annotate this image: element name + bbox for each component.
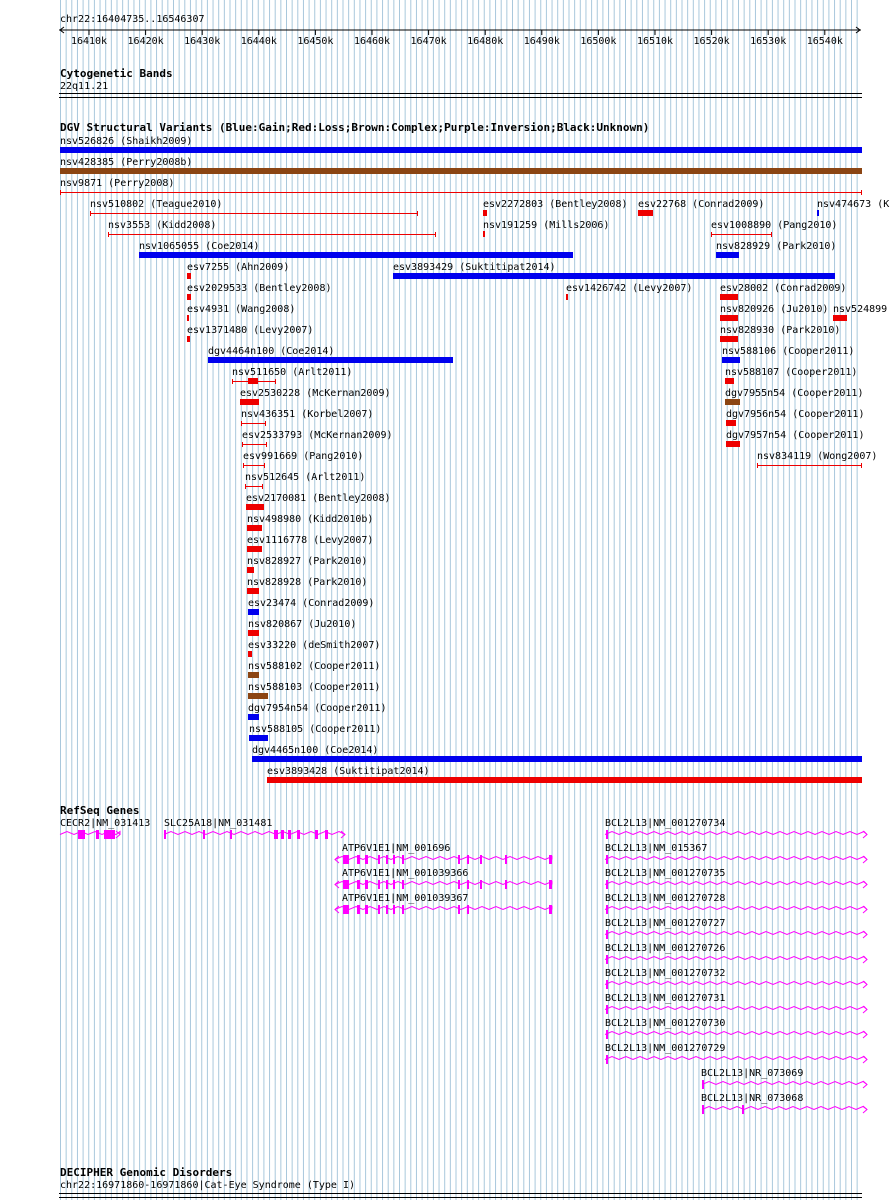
- exon-block: [386, 855, 388, 864]
- refseq-gene-label[interactable]: ATP6V1E1|NM_001039366: [342, 868, 469, 879]
- refseq-gene[interactable]: [701, 1068, 867, 1089]
- dgv-variant-label[interactable]: nsv524899: [833, 304, 888, 315]
- dgv-variant-label[interactable]: esv1426742 (Levy2007): [566, 283, 693, 294]
- dgv-variant-label[interactable]: nsv588103 (Cooper2011): [248, 682, 381, 693]
- decipher-feature[interactable]: [0, 1190, 890, 1200]
- dgv-variant-label[interactable]: nsv436351 (Korbel2007): [241, 409, 374, 420]
- strand-arrow-icon: [863, 1106, 867, 1113]
- dgv-variant-label[interactable]: nsv828927 (Park2010): [247, 556, 368, 567]
- ruler-tick-label: 16420k: [127, 36, 164, 47]
- refseq-gene-label[interactable]: ATP6V1E1|NM_001696: [342, 843, 451, 854]
- exon-block: [549, 855, 552, 864]
- ruler-tick-label: 16500k: [580, 36, 617, 47]
- dgv-variant-label[interactable]: nsv820926 (Ju2010): [720, 304, 829, 315]
- exon-block: [343, 855, 349, 864]
- dgv-variant-label[interactable]: nsv828928 (Park2010): [247, 577, 368, 588]
- dgv-variant-label[interactable]: esv23474 (Conrad2009): [248, 598, 375, 609]
- dgv-variant-label[interactable]: esv2029533 (Bentley2008): [187, 283, 332, 294]
- exon-block: [386, 905, 388, 914]
- ruler-tick-label: 16410k: [70, 36, 108, 47]
- dgv-variant-label[interactable]: dgv7955n54 (Cooper2011): [725, 388, 864, 399]
- exon-block: [505, 880, 507, 889]
- exon-block: [164, 830, 166, 839]
- dgv-variant-label[interactable]: esv1371480 (Levy2007): [187, 325, 314, 336]
- exon-block: [458, 855, 460, 864]
- exon-block: [343, 905, 349, 914]
- exon-block: [378, 905, 380, 914]
- exon-block: [357, 880, 360, 889]
- dgv-variant-label[interactable]: nsv511650 (Arlt2011): [232, 367, 353, 378]
- dgv-variant-label[interactable]: nsv1065055 (Coe2014): [139, 241, 260, 252]
- exon-block: [274, 830, 278, 839]
- dgv-variant-label[interactable]: nsv820867 (Ju2010): [248, 619, 357, 630]
- refseq-gene-label[interactable]: BCL2L13|NM_001270729: [605, 1043, 726, 1054]
- strand-arrow-icon: [863, 1081, 867, 1088]
- dgv-variant-label[interactable]: esv2272803 (Bentley2008): [483, 199, 628, 210]
- refseq-gene-label[interactable]: BCL2L13|NM_001270730: [605, 1018, 726, 1029]
- refseq-gene[interactable]: [605, 868, 867, 889]
- dgv-variant-label[interactable]: esv28002 (Conrad2009): [720, 283, 847, 294]
- dgv-variant-label[interactable]: nsv526826 (Shaikh2009): [60, 136, 193, 147]
- refseq-gene-label[interactable]: SLC25A18|NM_031481: [164, 818, 273, 829]
- dgv-variant-label[interactable]: dgv7954n54 (Cooper2011): [248, 703, 387, 714]
- dgv-variant-label[interactable]: esv2170081 (Bentley2008): [246, 493, 391, 504]
- exon-block: [606, 830, 608, 839]
- refseq-gene-label[interactable]: BCL2L13|NM_001270732: [605, 968, 726, 979]
- exon-block: [549, 905, 552, 914]
- exon-block: [393, 855, 395, 864]
- ruler-tick-label: 16490k: [523, 36, 560, 47]
- exon-block: [343, 880, 349, 889]
- position-label: chr22:16404735..16546307: [60, 14, 205, 25]
- refseq-gene[interactable]: [605, 968, 867, 989]
- exon-block: [606, 980, 608, 989]
- dgv-variant-label[interactable]: esv22768 (Conrad2009): [638, 199, 765, 210]
- dgv-variant-label[interactable]: nsv588102 (Cooper2011): [248, 661, 381, 672]
- dgv-variant-label[interactable]: nsv588106 (Cooper2011): [722, 346, 855, 357]
- exon-block: [742, 1105, 744, 1114]
- exon-block: [402, 855, 404, 864]
- exon-block: [393, 905, 395, 914]
- exon-block: [606, 955, 608, 964]
- dgv-variant-label[interactable]: esv2530228 (McKernan2009): [240, 388, 391, 399]
- ruler-tick-label: 16530k: [750, 36, 787, 47]
- ruler-tick-label: 16470k: [410, 36, 447, 47]
- exon-block: [357, 855, 360, 864]
- dgv-variant-label[interactable]: nsv3553 (Kidd2008): [108, 220, 217, 231]
- exon-block: [549, 880, 552, 889]
- refseq-gene[interactable]: [605, 843, 867, 864]
- exon-block: [288, 830, 291, 839]
- exon-block: [96, 830, 99, 839]
- refseq-gene[interactable]: [701, 1093, 867, 1114]
- exon-block: [230, 830, 232, 839]
- dgv-variant-label[interactable]: esv1116778 (Levy2007): [247, 535, 374, 546]
- exon-block: [378, 880, 380, 889]
- exon-block: [104, 830, 112, 839]
- dgv-variant-label[interactable]: nsv510802 (Teague2010): [90, 199, 223, 210]
- decipher-entry-label[interactable]: chr22:16971860-16971860|Cat-Eye Syndrome (Type I): [60, 1180, 356, 1191]
- dgv-variant-label[interactable]: nsv828930 (Park2010): [720, 325, 841, 336]
- dgv-variant-label[interactable]: nsv828929 (Park2010): [716, 241, 837, 252]
- dgv-variant-label[interactable]: esv991669 (Pang2010): [243, 451, 364, 462]
- exon-block: [702, 1105, 704, 1114]
- exon-block: [386, 880, 388, 889]
- refseq-gene[interactable]: [605, 1018, 867, 1039]
- exon-block: [393, 880, 395, 889]
- exon-block: [402, 880, 404, 889]
- cytoband-track-title: Cytogenetic Bands: [60, 67, 173, 80]
- refseq-gene-label[interactable]: BCL2L13|NM_015367: [605, 843, 708, 854]
- strand-arrow-icon: [335, 881, 339, 888]
- exon-block: [606, 880, 608, 889]
- exon-block: [281, 830, 284, 839]
- refseq-gene-label[interactable]: BCL2L13|NR_073069: [701, 1068, 804, 1079]
- dgv-variant-label[interactable]: esv33220 (deSmith2007): [248, 640, 381, 651]
- exon-block: [458, 905, 460, 914]
- exon-block: [467, 880, 469, 889]
- refseq-gene-label[interactable]: BCL2L13|NM_001270728: [605, 893, 726, 904]
- exon-block: [467, 855, 469, 864]
- exon-block: [325, 830, 328, 839]
- dgv-variant-label[interactable]: nsv588107 (Cooper2011): [725, 367, 858, 378]
- exon-block: [365, 905, 368, 914]
- exon-block: [480, 855, 482, 864]
- exon-block: [606, 905, 608, 914]
- refseq-gene[interactable]: [605, 918, 867, 939]
- dgv-variant-label[interactable]: nsv512645 (Arlt2011): [245, 472, 366, 483]
- exon-block: [505, 855, 507, 864]
- ruler-tick-label: 16480k: [467, 36, 504, 47]
- dgv-variant-label[interactable]: esv7255 (Ahn2009): [187, 262, 290, 273]
- refseq-gene-label[interactable]: BCL2L13|NM_001270735: [605, 868, 726, 879]
- exon-block: [365, 880, 368, 889]
- refseq-gene[interactable]: [60, 818, 150, 839]
- exon-block: [112, 830, 115, 839]
- exon-block: [402, 905, 404, 914]
- exon-block: [480, 880, 482, 889]
- decipher-track-title: DECIPHER Genomic Disorders: [60, 1166, 233, 1179]
- dgv-variant-label[interactable]: nsv191259 (Mills2006): [483, 220, 610, 231]
- dgv-variant-label[interactable]: nsv428385 (Perry2008b): [60, 157, 193, 168]
- dgv-variant-label[interactable]: esv1008890 (Pang2010): [711, 220, 838, 231]
- ruler-tick-label: 16520k: [693, 36, 730, 47]
- refseq-gene-label[interactable]: CECR2|NM_031413: [60, 818, 151, 829]
- exon-block: [297, 830, 300, 839]
- dgv-variant-label[interactable]: nsv9871 (Perry2008): [60, 178, 175, 189]
- dgv-variant-label[interactable]: esv4931 (Wang2008): [187, 304, 296, 315]
- ruler-tick-label: 16540k: [806, 36, 843, 47]
- exon-block: [458, 880, 460, 889]
- dgv-variant-label[interactable]: nsv498980 (Kidd2010b): [247, 514, 374, 525]
- exon-block: [378, 855, 380, 864]
- dgv-track-title: DGV Structural Variants (Blue:Gain;Red:Loss;Brown:Complex;Purple:Inversion;Black:Unknown): [60, 121, 650, 134]
- refseq-gene[interactable]: [335, 893, 552, 914]
- refseq-gene[interactable]: [605, 1043, 867, 1064]
- refseq-gene-label[interactable]: BCL2L13|NR_073068: [701, 1093, 804, 1104]
- dgv-variant-label[interactable]: dgv7956n54 (Cooper2011): [726, 409, 865, 420]
- refseq-gene[interactable]: [605, 993, 867, 1014]
- exon-block: [606, 930, 608, 939]
- exon-block: [357, 905, 360, 914]
- strand-arrow-icon: [335, 906, 339, 913]
- refseq-gene[interactable]: [605, 818, 867, 839]
- dgv-variant-label[interactable]: nsv474673 (K: [817, 199, 890, 210]
- dgv-variant-label[interactable]: esv3893429 (Suktitipat2014): [393, 262, 556, 273]
- dgv-variant-label[interactable]: esv2533793 (McKernan2009): [242, 430, 393, 441]
- refseq-gene[interactable]: [335, 868, 552, 889]
- refseq-gene[interactable]: [605, 943, 867, 964]
- exon-block: [606, 1055, 608, 1064]
- exon-block: [606, 1030, 608, 1039]
- cytoband-label: 22q11.21: [60, 81, 109, 92]
- refseq-gene[interactable]: [335, 843, 552, 864]
- exon-block: [606, 855, 608, 864]
- ruler-tick-label: 16440k: [240, 36, 277, 47]
- ruler-tick-label: 16460k: [353, 36, 391, 47]
- exon-block: [78, 830, 85, 839]
- dgv-variant-label[interactable]: esv3893428 (Suktitipat2014): [267, 766, 430, 777]
- dgv-variant-label[interactable]: dgv7957n54 (Cooper2011): [726, 430, 865, 441]
- dgv-variant-label[interactable]: nsv834119 (Wong2007): [757, 451, 878, 462]
- ruler-tick-label: 16510k: [636, 36, 674, 47]
- dgv-variant-label[interactable]: dgv4465n100 (Coe2014): [252, 745, 379, 756]
- refseq-gene[interactable]: [164, 818, 345, 839]
- ruler-tick-label: 16450k: [297, 36, 334, 47]
- exon-block: [203, 830, 205, 839]
- exon-block: [467, 905, 469, 914]
- refseq-gene-label[interactable]: BCL2L13|NM_001270734: [605, 818, 726, 829]
- exon-block: [365, 855, 368, 864]
- refseq-gene-label[interactable]: ATP6V1E1|NM_001039367: [342, 893, 469, 904]
- exon-block: [606, 1005, 608, 1014]
- dgv-variant-label[interactable]: dgv4464n100 (Coe2014): [208, 346, 335, 357]
- strand-arrow-icon: [341, 831, 345, 838]
- refseq-gene-label[interactable]: BCL2L13|NM_001270727: [605, 918, 726, 929]
- refseq-gene-label[interactable]: BCL2L13|NM_001270731: [605, 993, 726, 1004]
- exon-block: [702, 1080, 704, 1089]
- strand-arrow-icon: [335, 856, 339, 863]
- dgv-variant-label[interactable]: nsv588105 (Cooper2011): [249, 724, 382, 735]
- refseq-gene-label[interactable]: BCL2L13|NM_001270726: [605, 943, 726, 954]
- refseq-gene[interactable]: [605, 893, 867, 914]
- exon-block: [315, 830, 318, 839]
- ruler-tick-label: 16430k: [184, 36, 221, 47]
- refseq-track-title: RefSeq Genes: [60, 804, 140, 817]
